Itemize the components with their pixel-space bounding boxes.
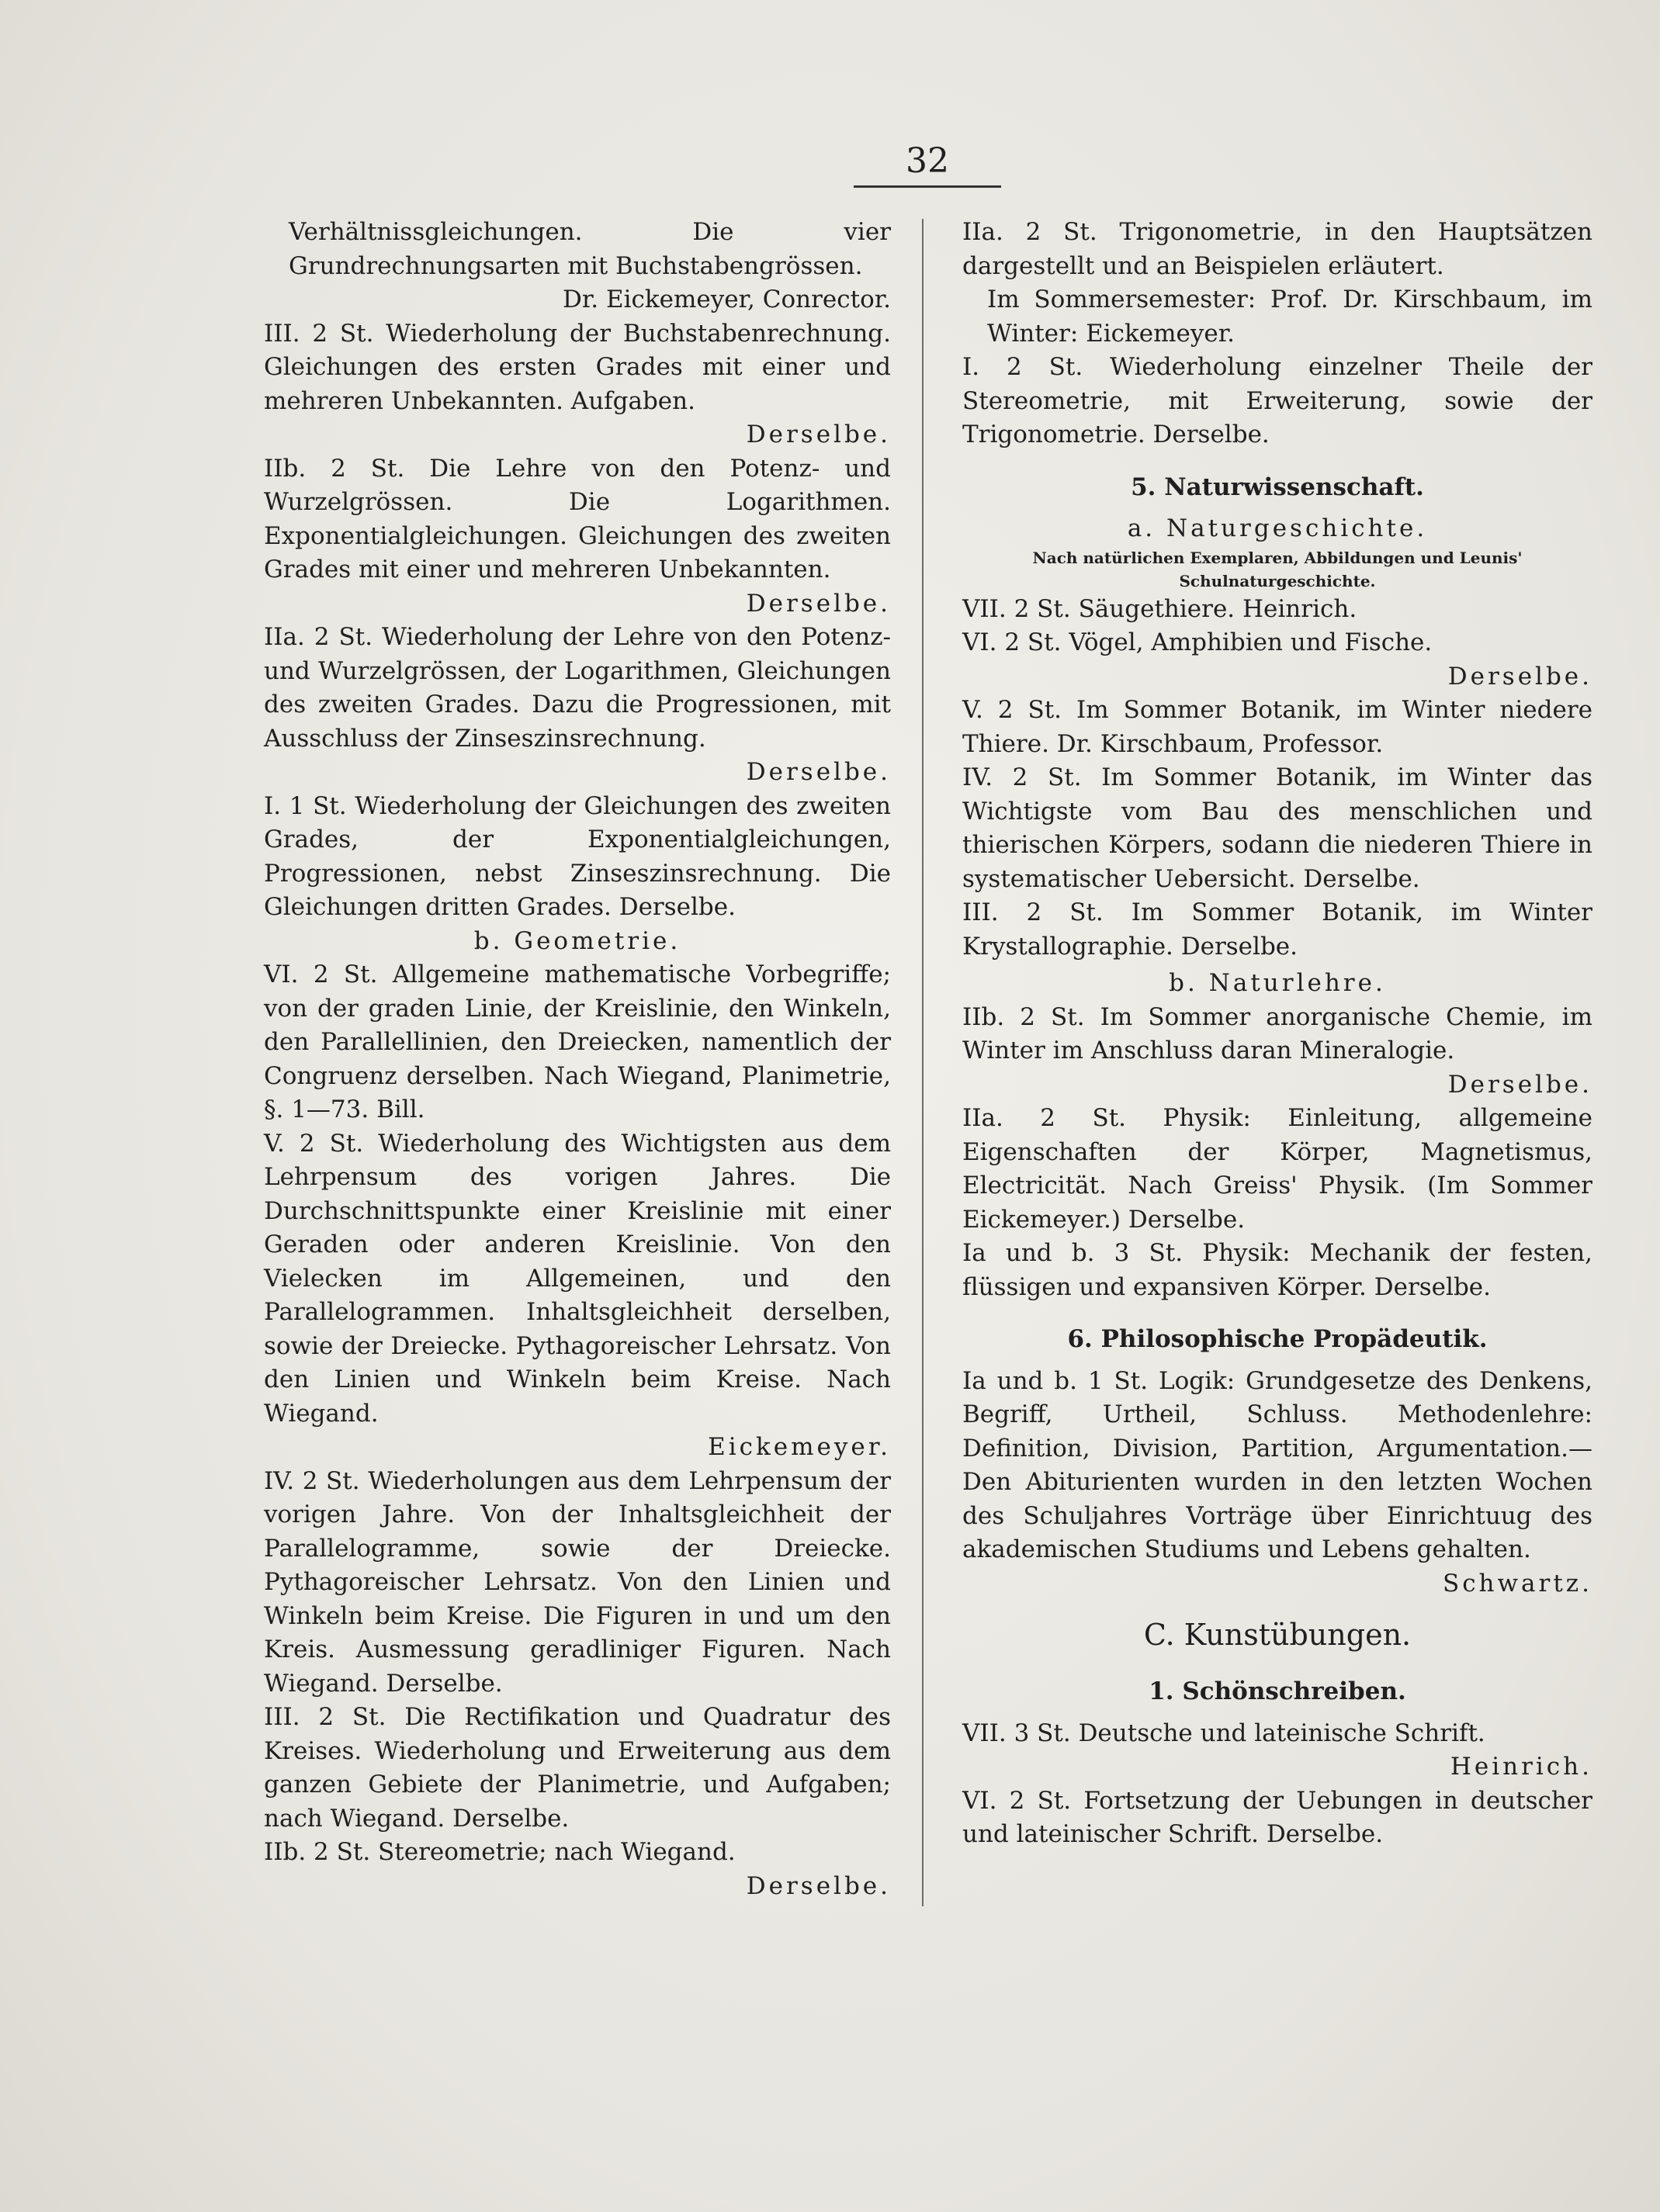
paragraph: IIa. 2 St. Wiederholung der Lehre von den Potenz- und Wurzelgrössen, der Logarithmen, Gleichungen des zweiten Grades. Dazu die Progressionen, mit Ausschluss der Zinseszinsrechnung. — [264, 623, 891, 753]
paragraph: VI. 2 St. Fortsetzung der Uebungen in deutscher und lateinischer Schrift. Derselbe. — [962, 1786, 1592, 1848]
paragraph: IIb. 2 St. Im Sommer anorganische Chemie, im Winter im Anschluss daran Mineralogie. — [962, 1002, 1592, 1064]
paragraph: I. 1 St. Wiederholung der Gleichungen des zweiten Grades, der Exponentialgleichungen, Progressionen, nebst Zinseszinsrechnung. Die Gleichungen dritten Grades. Derselbe. — [264, 791, 891, 921]
page-number: 32 — [854, 141, 1001, 188]
teacher-attribution: Derselbe. — [1447, 1070, 1592, 1099]
paragraph: IIb. 2 St. Die Lehre von den Potenz- und Wurzelgrössen. Die Logarithmen. Exponentialgleichungen. Gleichungen des zweiten Grades mit einer und mehreren Unbekannten. — [264, 454, 891, 583]
paragraph: VI. 2 St. Vögel, Amphibien und Fische. — [962, 628, 1433, 656]
section-heading: 5. Naturwissenschaft. — [1131, 473, 1424, 501]
paragraph: Ia und b. 3 St. Physik: Mechanik der festen, flüssigen und expansiven Körper. Derselbe. — [962, 1239, 1592, 1301]
paragraph: VII. 3 St. Deutsche und lateinische Schrift. — [962, 1719, 1485, 1747]
section-note: Nach natürlichen Exemplaren, Abbildungen und Leunis' Schulnaturgeschichte. — [1032, 548, 1523, 590]
section-heading: 1. Schönschreiben. — [1149, 1677, 1406, 1705]
teacher-attribution: Derselbe. — [746, 1871, 891, 1900]
paragraph: I. 2 St. Wiederholung einzelner Theile der Stereometrie, mit Erweiterung, sowie der Trigonometrie. Derselbe. — [962, 353, 1592, 448]
paragraph: IIa. 2 St. Trigonometrie, in den Hauptsätzen dargestellt und an Beispielen erläutert. — [962, 218, 1592, 280]
major-heading: C. Kunstübungen. — [1143, 1618, 1412, 1652]
paragraph: III. 2 St. Im Sommer Botanik, im Winter Krystallographie. Derselbe. — [962, 898, 1592, 961]
paragraph: IIa. 2 St. Physik: Einleitung, allgemeine Eigenschaften der Körper, Magnetismus, Electricität. Nach Greiss' Physik. (Im Sommer Eickemeyer.) Derselbe. — [962, 1104, 1592, 1234]
teacher-attribution: Eickemeyer. — [708, 1433, 891, 1461]
section-heading: 6. Philosophische Propädeutik. — [1067, 1325, 1488, 1353]
paragraph: IV. 2 St. Im Sommer Botanik, im Winter das Wichtigste vom Bau des menschlichen und thierischen Körpers, sodann die niederen Thiere in systematischer Uebersicht. Derselbe. — [962, 763, 1592, 893]
paragraph: Im Sommersemester: Prof. Dr. Kirschbaum, im Winter: Eickemeyer. — [987, 286, 1592, 348]
column-divider — [922, 219, 924, 1906]
subsection-heading: b. Geometrie. — [473, 926, 681, 955]
paragraph: V. 2 St. Im Sommer Botanik, im Winter niedere Thiere. Dr. Kirschbaum, Professor. — [962, 696, 1592, 758]
teacher-attribution: Heinrich. — [1450, 1753, 1592, 1781]
teacher-attribution: Derselbe. — [1447, 662, 1592, 691]
right-column — [962, 216, 1592, 1852]
paragraph: III. 2 St. Die Rectifikation und Quadratur des Kreises. Wiederholung und Erweiterung aus dem ganzen Gebiete der Planimetrie, und Aufgaben; nach Wiegand. Derselbe. — [264, 1703, 891, 1833]
paragraph: VII. 2 St. Säugethiere. Heinrich. — [962, 594, 1357, 623]
teacher-attribution: Derselbe. — [746, 421, 891, 448]
teacher-attribution: Derselbe. — [746, 758, 891, 786]
subsection-heading: b. Naturlehre. — [1169, 969, 1386, 997]
left-column — [264, 216, 891, 1903]
teacher-attribution: Schwartz. — [1442, 1569, 1592, 1598]
teacher-attribution: Derselbe. — [746, 589, 891, 618]
paragraph: III. 2 St. Wiederholung der Buchstabenrechnung. Gleichungen des ersten Grades mit einer und mehreren Unbekannten. Aufgaben. — [264, 319, 891, 415]
paragraph: VI. 2 St. Allgemeine mathematische Vorbegriffe; von der graden Linie, der Kreislinie, den Winkeln, den Parallellinien, den Dreiecken, namentlich der Congruenz derselben. Nach Wiegand, Planimetrie, §. 1—73. Bill. — [264, 961, 891, 1123]
subsection-heading: a. Naturgeschichte. — [1127, 514, 1428, 542]
teacher-attribution: Dr. Eickemeyer, Conrector. — [563, 286, 891, 313]
paragraph: IIb. 2 St. Stereometrie; nach Wiegand. — [264, 1838, 736, 1866]
paragraph: IV. 2 St. Wiederholungen aus dem Lehrpensum der vorigen Jahre. Von der Inhaltsgleichheit der Parallelogramme, sowie der Dreiecke. Pythagoreischer Lehrsatz. Von den Linien und Winkeln beim Kreise. Die Figuren in und um den Kreis. Ausmessung geradliniger Figuren. Nach Wiegand. Derselbe. — [264, 1466, 891, 1698]
paragraph: V. 2 St. Wiederholung des Wichtigsten aus dem Lehrpensum des vorigen Jahres. Die Durchschnittspunkte einer Kreislinie mit einer Geraden oder anderen Kreislinie. Von den Vielecken im Allgemeinen, und den Parallelogrammen. Inhaltsgleichheit derselben, sowie der Dreiecke. Pythagoreischer Lehrsatz. Von den Linien und Winkeln beim Kreise. Nach Wiegand. — [264, 1129, 891, 1428]
paragraph: Verhältnissgleichungen. Die vier Grundrechnungsarten mit Buchstabengrössen. — [289, 218, 891, 280]
paragraph: Ia und b. 1 St. Logik: Grundgesetze des Denkens, Begriff, Urtheil, Schluss. Methodenlehre: Definition, Division, Partition, Argumentation.— Den Abiturienten wurden in den letzten Wochen des Schuljahres Vorträge über Einrichtuug des akademischen Studiums und Lebens gehalten. — [962, 1366, 1592, 1563]
